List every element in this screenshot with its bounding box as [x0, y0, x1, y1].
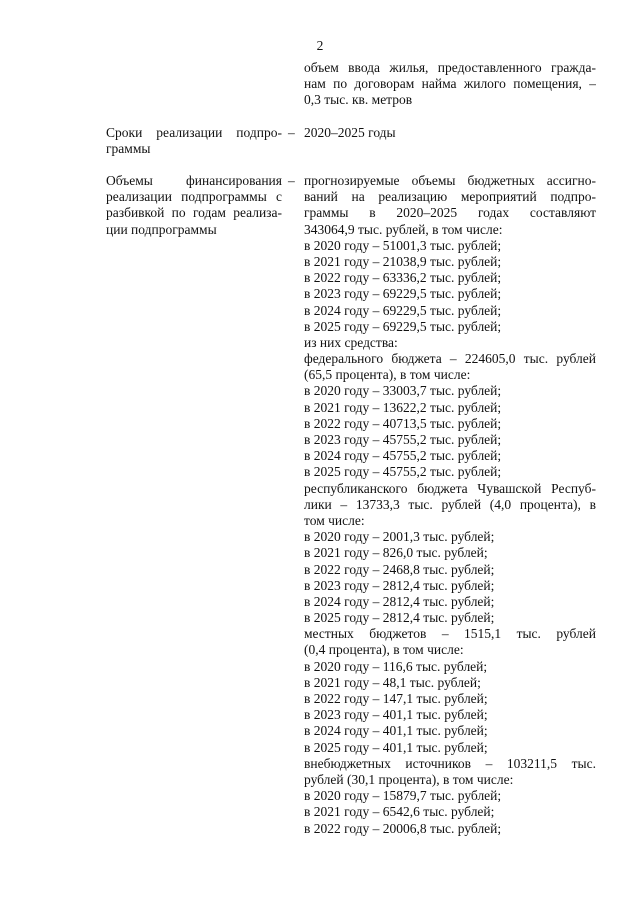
value-line: в 2021 году – 21038,9 тыс. рублей; — [304, 253, 502, 269]
label-line: ции подпрограммы — [106, 221, 217, 237]
label-line: граммы — [106, 141, 151, 157]
row-financing-label — [106, 173, 282, 238]
value-line: в 2024 году – 69229,5 тыс. рублей; — [304, 302, 502, 318]
label-line: Объемы финансирования — [106, 173, 282, 188]
value-line: в 2023 году – 2812,4 тыс. рублей; — [304, 577, 495, 593]
value-line: в 2025 году – 2812,4 тыс. рублей; — [304, 610, 495, 626]
value-line: федерального бюджета – 224605,0 тыс. рублей — [304, 351, 596, 367]
value-line: (65,5 процента), в том числе: — [304, 367, 471, 383]
label-line: Сроки реализации подпро- — [106, 125, 282, 140]
value-line: местных бюджетов – 1515,1 тыс. рублей — [304, 626, 596, 642]
intro-value-block — [304, 60, 596, 109]
value-line: в 2025 году – 45755,2 тыс. рублей; — [304, 464, 502, 480]
value-line: в 2020 году – 33003,7 тыс. рублей; — [304, 383, 502, 399]
intro-line: нам по договорам найма жилого помещения, – — [304, 76, 596, 92]
value-line: в 2025 году – 69229,5 тыс. рублей; — [304, 318, 502, 334]
row-period-value — [304, 125, 596, 141]
value-line: в 2022 году – 2468,8 тыс. рублей; — [304, 561, 495, 577]
value-line: в 2020 году – 15879,7 тыс. рублей; — [304, 788, 502, 804]
value-line: в 2025 году – 401,1 тыс. рублей; — [304, 739, 488, 755]
value-line: в 2024 году – 401,1 тыс. рублей; — [304, 723, 488, 739]
value-line: в 2022 году – 20006,8 тыс. рублей; — [304, 820, 502, 836]
value-line: в 2021 году – 13622,2 тыс. рублей; — [304, 399, 502, 415]
value-line: том числе: — [304, 512, 365, 528]
value-line: в 2022 году – 40713,5 тыс. рублей; — [304, 415, 502, 431]
value-line: в 2024 году – 45755,2 тыс. рублей; — [304, 448, 502, 464]
value-line: в 2022 году – 147,1 тыс. рублей; — [304, 691, 488, 706]
dash: – — [288, 125, 295, 140]
label-line: разбивкой по годам реализа- — [106, 205, 282, 221]
row-period-dash — [288, 125, 300, 141]
value-line: ваний на реализацию мероприятий подпро- — [304, 189, 596, 205]
value-line: граммы в 2020–2025 годах составляют — [304, 205, 596, 221]
intro-line: объем ввода жилья, предоставленного гражда- — [304, 60, 596, 75]
value-line: в 2022 году – 63336,2 тыс. рублей; — [304, 270, 502, 286]
value-line: в 2023 году – 401,1 тыс. рублей; — [304, 707, 488, 723]
value-line: внебюджетных источников – 103211,5 тыс. — [304, 755, 596, 771]
value-line: лики – 13733,3 тыс. рублей (4,0 процента), в — [304, 496, 596, 512]
value-line: в 2023 году – 69229,5 тыс. рублей; — [304, 286, 502, 302]
value-line: в 2024 году – 2812,4 тыс. рублей; — [304, 593, 495, 609]
dash: – — [288, 173, 295, 188]
value-line: 2020–2025 годы — [304, 125, 396, 140]
row-financing-value — [304, 173, 596, 837]
label-line: реализации подпрограммы с — [106, 189, 282, 205]
value-line: в 2021 году – 6542,6 тыс. рублей; — [304, 804, 495, 820]
value-line: рублей (30,1 процента), в том числе: — [304, 771, 514, 787]
value-line: в 2021 году – 826,0 тыс. рублей; — [304, 545, 488, 561]
row-financing-dash — [288, 173, 300, 189]
value-line: в 2021 году – 48,1 тыс. рублей; — [304, 674, 481, 690]
value-line: в 2020 году – 2001,3 тыс. рублей; — [304, 529, 495, 545]
value-line: в 2020 году – 116,6 тыс. рублей; — [304, 658, 488, 674]
value-line: в 2020 году – 51001,3 тыс. рублей; — [304, 237, 502, 253]
intro-line: 0,3 тыс. кв. метров — [304, 92, 413, 108]
value-line: (0,4 процента), в том числе: — [304, 642, 464, 658]
row-period-label — [106, 125, 282, 157]
value-line: в 2023 году – 45755,2 тыс. рублей; — [304, 432, 502, 447]
value-line: из них средства: — [304, 334, 398, 350]
value-line: прогнозируемые объемы бюджетных ассигно- — [304, 173, 596, 188]
page-number: 2 — [316, 38, 324, 53]
value-line: республиканского бюджета Чувашской Респуб- — [304, 480, 596, 496]
value-line: 343064,9 тыс. рублей, в том числе: — [304, 221, 503, 237]
